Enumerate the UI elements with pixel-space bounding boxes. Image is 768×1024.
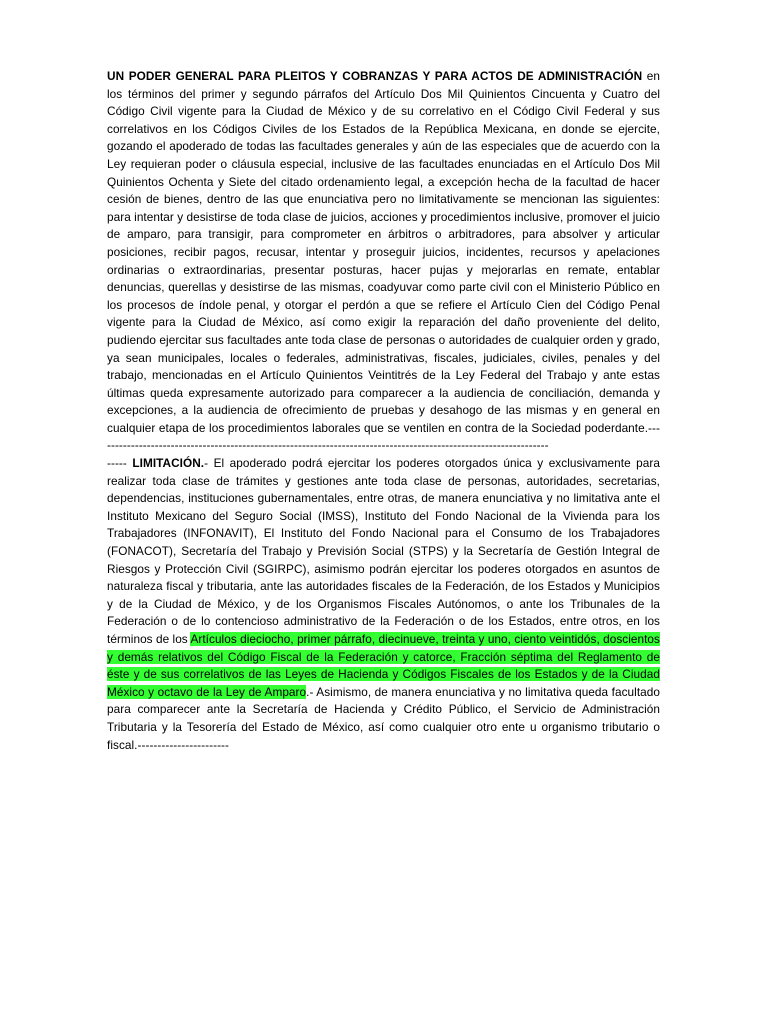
highlighted-text: Artículos dieciocho, primer párrafo, diecinueve, treinta y uno, ciento veintidós, doscientos y demás relativos del Código Fiscal de la Federación y catorce, Fracción séptima del Reglamento de éste y de sus correlativos de las Leyes de Hacienda y Códigos Fiscales de los Estados y de la Ciudad México y octavo de la Ley de Amparo: [107, 632, 660, 699]
paragraph-lead-dashes: -----: [107, 456, 133, 471]
paragraph-limitacion: [107, 455, 660, 754]
paragraph-poder-general: [107, 68, 660, 455]
paragraph-body-poder-general: en los términos del primer y segundo párrafos del Artículo Dos Mil Quinientos Cincuenta y Cuatro del Código Civil vigente para la Ciudad de México y de su correlativo en el Código Civil Federal y sus correlativos en los Códigos Civiles de los Estados de la República Mexicana, en donde se ejercite, gozando el apoderado de todas las facultades generales y aún de las especiales que de acuerdo con la Ley requieran poder o cláusula especial, inclusive de las facultades enunciadas en el Artículo Dos Mil Quinientos Ochenta y Siete del citado ordenamiento legal, a excepción hecha de la facultad de hacer cesión de bienes, dentro de las que enunciativa pero no limitativamente se mencionan las siguientes: para intentar y desistirse de toda clase de juicios, acciones y procedimientos inclusive, promover el juicio de amparo, para transigir, para comprometer en árbitros o arbitradores, para absolver y articular posiciones, recibir pagos, recusar, intentar y proseguir juicios, incidentes, recursos y apelaciones ordinarias o extraordinarias, presentar posturas, hacer pujas y mejorarlas en remate, entablar denuncias, querellas y desistirse de las mismas, coadyuvar como parte civil con el Ministerio Público en los procesos de índole penal, y otorgar el perdón a que se refiere el Artículo Cien del Código Penal vigente para la Ciudad de México, así como exigir la reparación del daño proveniente del delito, pudiendo ejercitar sus facultades ante toda clase de personas o autoridades de cualquier orden y grado, ya sean municipales, locales o federales, administrativas, fiscales, judiciales, civiles, penales y del trabajo, mencionadas en el Artículo Quinientos Veintitrés de la Ley Federal del Trabajo y ante estas últimas queda expresamente autorizado para comparecer a la audiencia de conciliación, demanda y excepciones, a la audiencia de ofrecimiento de pruebas y desahogo de las mismas y en general en cualquier etapa de los procedimientos laborales que se ventilen en contra de la Sociedad poderdante.------------------------------------------------------------------------------------------------------------------: [107, 69, 660, 453]
document-page: [107, 68, 660, 754]
paragraph-body-limitacion: - El apoderado podrá ejercitar los poderes otorgados única y exclusivamente para realizar toda clase de trámites y gestiones ante toda clase de personas, autoridades, secretarias, dependencias, instituciones gubernamentales, entre otras, de manera enunciativa y no limitativa ante el Instituto Mexicano del Seguro Social (IMSS), Instituto del Fondo Nacional de la Vivienda para los Trabajadores (INFONAVIT), El Instituto del Fondo Nacional para el Consumo de los Trabajadores (FONACOT), Secretaría del Trabajo y Previsión Social (STPS) y la Secretaría de Gestión Integral de Riesgos y Protección Civil (SGIRPC), asimismo podrán ejercitar los poderes otorgados en asuntos de naturaleza fiscal y tributaria, ante las autoridades fiscales de la Federación, de los Estados y Municipios y de la Ciudad de México, y de los Organismos Fiscales Autónomos, o ante los Tribunales de la Federación o de lo contencioso administrativo de la Federación o de los Estados, entre otros, en los términos de los: [107, 456, 660, 646]
paragraph-heading-poder-general: UN PODER GENERAL PARA PLEITOS Y COBRANZAS Y PARA ACTOS DE ADMINISTRACIÓN: [107, 69, 643, 83]
paragraph-tail-limitacion: .- Asimismo, de manera enunciativa y no limitativa queda facultado para comparecer ante la Secretaría de Hacienda y Crédito Público, el Servicio de Administración Tributaria y la Tesorería del Estado de México, así como cualquier otro ente u organismo tributario o fiscal.-----------------------: [107, 684, 660, 752]
paragraph-heading-limitacion: LIMITACIÓN.: [132, 456, 205, 471]
